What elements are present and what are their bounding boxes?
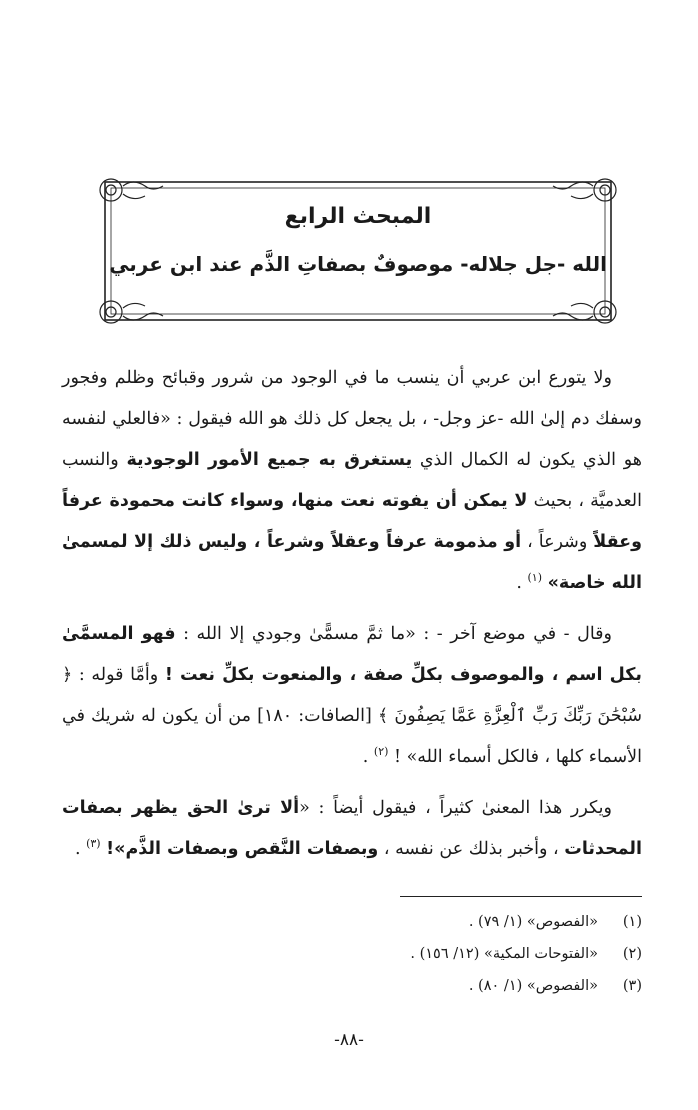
footnote-3: (٣) «الفصوص» (١/ ٨٠) . [468, 978, 642, 994]
footnotes [380, 906, 642, 1002]
ornamental-border [95, 176, 621, 326]
footnote-ref-2[interactable]: (٢) [373, 745, 389, 759]
paragraph-1: ولا يتورع ابن عربي أن ينسب ما في الوجود من شرور وقبائح وظلم وفجور وسفك دم إلىٰ الله -عز وجل- ، بل يجعل كل ذلك هو الله فيقول : «فالعلي لنفسه هو الذي يكون له الكمال الذي يستغرق به جميع الأمور الوجودية والنسب العدميَّة ، بحيث لا يمكن أن يفوته نعت منها، وسواء كانت محمودة عرفاً وعقلاً وشرعاً ، أو مذمومة عرفاً وعقلاً وشرعاً ، وليس ذلك إلا لمسمىٰ الله خاصة» $^{(١)}$ . [62, 368, 642, 593]
paragraph-2: وقال - في موضع آخر - : «ما ثمَّ مسمًّىٰ وجودي إلا الله : فهو المسمَّىٰ بكل اسم ، والموصوف بكلِّ صفة ، والمنعوت بكلِّ نعت ! وأمَّا قوله : ﴿ سُبْحَٰنَ رَبِّكَ رَبِّ ٱلْعِزَّةِ عَمَّا يَصِفُونَ ﴾ [الصافات: ١٨٠] من أن يكون له شريك في الأسماء كلها ، فالكل أسماء الله» ! $^{(٢)}$ . [62, 624, 642, 767]
footnote-divider [400, 896, 642, 897]
chapter-title: المبحث الرابع [284, 204, 432, 229]
chapter-title-frame [95, 176, 621, 326]
footnote-2: (٢) «الفتوحات المكية» (١٢/ ١٥٦) . [410, 946, 642, 962]
page-number: -٨٨- [334, 1030, 364, 1050]
footnote-ref-3[interactable]: (٣) [86, 837, 101, 851]
footnote-1: (١) «الفصوص» (١/ ٧٩) . [468, 914, 642, 930]
paragraph-3: ويكرر هذا المعنىٰ كثيراً ، فيقول أيضاً : «ألا ترىٰ الحق يظهر بصفات المحدثات ، وأخبر بذلك عن نفسه ، وبصفات النَّقص وبصفات الذَّم»! $^{(٣)}$ . [62, 798, 642, 859]
body-text [62, 358, 642, 880]
footnote-ref-1[interactable]: (١) [527, 571, 542, 585]
chapter-subtitle: الله -جل جلاله- موصوفٌ بصفاتِ الذَّم عند ابن عربي [109, 252, 607, 276]
quran-verse: ﴿ سُبْحَٰنَ رَبِّكَ رَبِّ ٱلْعِزَّةِ عَمَّا يَصِفُونَ ﴾ [62, 665, 642, 726]
